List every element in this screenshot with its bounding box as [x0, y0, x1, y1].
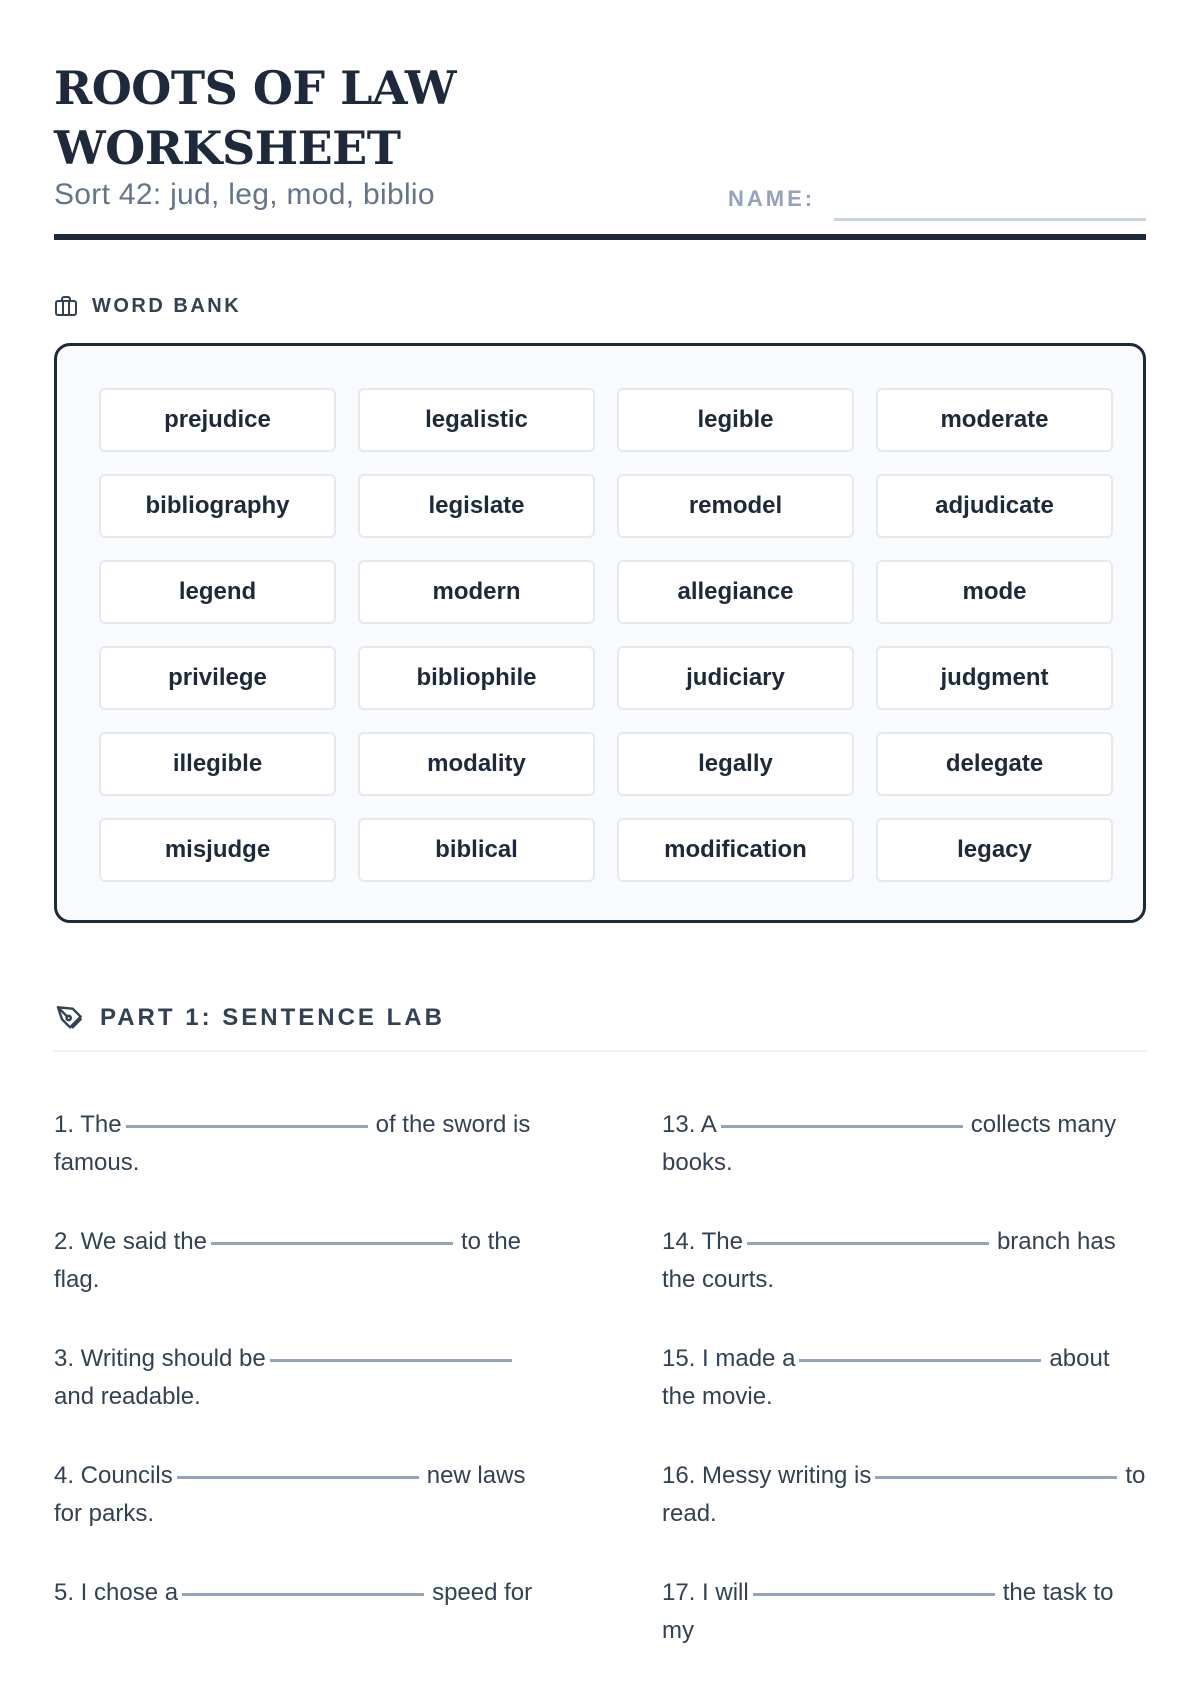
- sentence-item: [54, 1106, 538, 1223]
- sentence-text-before: 3. Writing should be: [54, 1345, 266, 1372]
- sentence-text-after: speed for: [432, 1579, 533, 1606]
- sentence-item: [54, 1223, 538, 1340]
- word-bank: [54, 343, 1146, 923]
- sentence-item: [54, 1457, 538, 1574]
- sentence-item: [54, 1340, 538, 1457]
- sentence-text-after: to the flag.: [54, 1228, 522, 1293]
- sentence-item: [662, 1223, 1146, 1340]
- sentence-item: [662, 1340, 1146, 1457]
- word-bank-item: legally: [617, 732, 854, 796]
- header-divider: [54, 234, 1146, 240]
- answer-blank[interactable]: [177, 1476, 419, 1479]
- pen-icon: [54, 1002, 86, 1034]
- word-bank-item: legacy: [876, 818, 1113, 882]
- word-bank-item: mode: [876, 560, 1113, 624]
- sentence-text-after: about the movie.: [662, 1345, 1110, 1410]
- sentence-text-before: 14. The: [662, 1228, 743, 1255]
- word-bank-item: legislate: [358, 474, 595, 538]
- sentence-text-before: 4. Councils: [54, 1462, 173, 1489]
- word-bank-item: adjudicate: [876, 474, 1113, 538]
- worksheet-subtitle: Sort 42: jud, leg, mod, biblio: [54, 178, 435, 211]
- word-bank-item: biblical: [358, 818, 595, 882]
- word-bank-heading: [54, 294, 241, 318]
- sentence-text-before: 5. I chose a: [54, 1579, 179, 1606]
- word-bank-item: misjudge: [99, 818, 336, 882]
- word-bank-item: legible: [617, 388, 854, 452]
- answer-blank[interactable]: [211, 1242, 453, 1245]
- sentence-text-after: to read.: [662, 1462, 1146, 1527]
- word-bank-item: bibliography: [99, 474, 336, 538]
- briefcase-icon: [54, 294, 78, 318]
- word-bank-item: bibliophile: [358, 646, 595, 710]
- sentence-text-before: 15. I made a: [662, 1345, 796, 1372]
- word-bank-item: judiciary: [617, 646, 854, 710]
- word-bank-item: judgment: [876, 646, 1113, 710]
- sentence-item: [662, 1574, 1146, 1691]
- answer-blank[interactable]: [799, 1359, 1041, 1362]
- sentence-text-before: 16. Messy writing is: [662, 1462, 872, 1489]
- sentence-list: [54, 1106, 1146, 1691]
- word-bank-grid: [99, 388, 1113, 882]
- word-bank-item: legalistic: [358, 388, 595, 452]
- answer-blank[interactable]: [126, 1125, 368, 1128]
- answer-blank[interactable]: [182, 1593, 424, 1596]
- answer-blank[interactable]: [270, 1359, 512, 1362]
- part1-heading: [54, 1002, 445, 1034]
- sentence-text-after: new laws for parks.: [54, 1462, 526, 1527]
- word-bank-item: legend: [99, 560, 336, 624]
- sentence-text-after: collects many books.: [662, 1111, 1117, 1176]
- answer-blank[interactable]: [747, 1242, 989, 1245]
- answer-blank[interactable]: [753, 1593, 995, 1596]
- word-bank-item: modern: [358, 560, 595, 624]
- sentence-text-after: and readable.: [54, 1383, 201, 1410]
- part1-divider: [54, 1050, 1146, 1052]
- word-bank-item: remodel: [617, 474, 854, 538]
- sentence-text-before: 1. The: [54, 1111, 122, 1138]
- word-bank-item: prejudice: [99, 388, 336, 452]
- worksheet-title: ROOTS OF LAW WORKSHEET: [54, 61, 456, 175]
- word-bank-title: WORD BANK: [92, 294, 242, 317]
- sentence-text-before: 13. A: [662, 1111, 717, 1138]
- word-bank-item: illegible: [99, 732, 336, 796]
- worksheet-page: [54, 0, 1146, 1644]
- answer-blank[interactable]: [875, 1476, 1117, 1479]
- name-field[interactable]: [834, 218, 1146, 221]
- word-bank-item: modification: [617, 818, 854, 882]
- word-bank-item: privilege: [99, 646, 336, 710]
- sentence-item: [662, 1106, 1146, 1223]
- word-bank-item: delegate: [876, 732, 1113, 796]
- sentence-text-before: 17. I will: [662, 1579, 749, 1606]
- sentence-text-after: of the sword is famous.: [54, 1111, 531, 1176]
- word-bank-item: moderate: [876, 388, 1113, 452]
- word-bank-item: allegiance: [617, 560, 854, 624]
- answer-blank[interactable]: [721, 1125, 963, 1128]
- sentence-item: [662, 1457, 1146, 1574]
- sentence-text-after: the task to my: [662, 1579, 1114, 1644]
- sentence-item: [54, 1574, 538, 1691]
- name-label: NAME:: [728, 186, 816, 211]
- part1-title: PART 1: SENTENCE LAB: [100, 1004, 445, 1031]
- word-bank-item: modality: [358, 732, 595, 796]
- sentence-text-before: 2. We said the: [54, 1228, 207, 1255]
- sentence-text-after: branch has the courts.: [662, 1228, 1116, 1293]
